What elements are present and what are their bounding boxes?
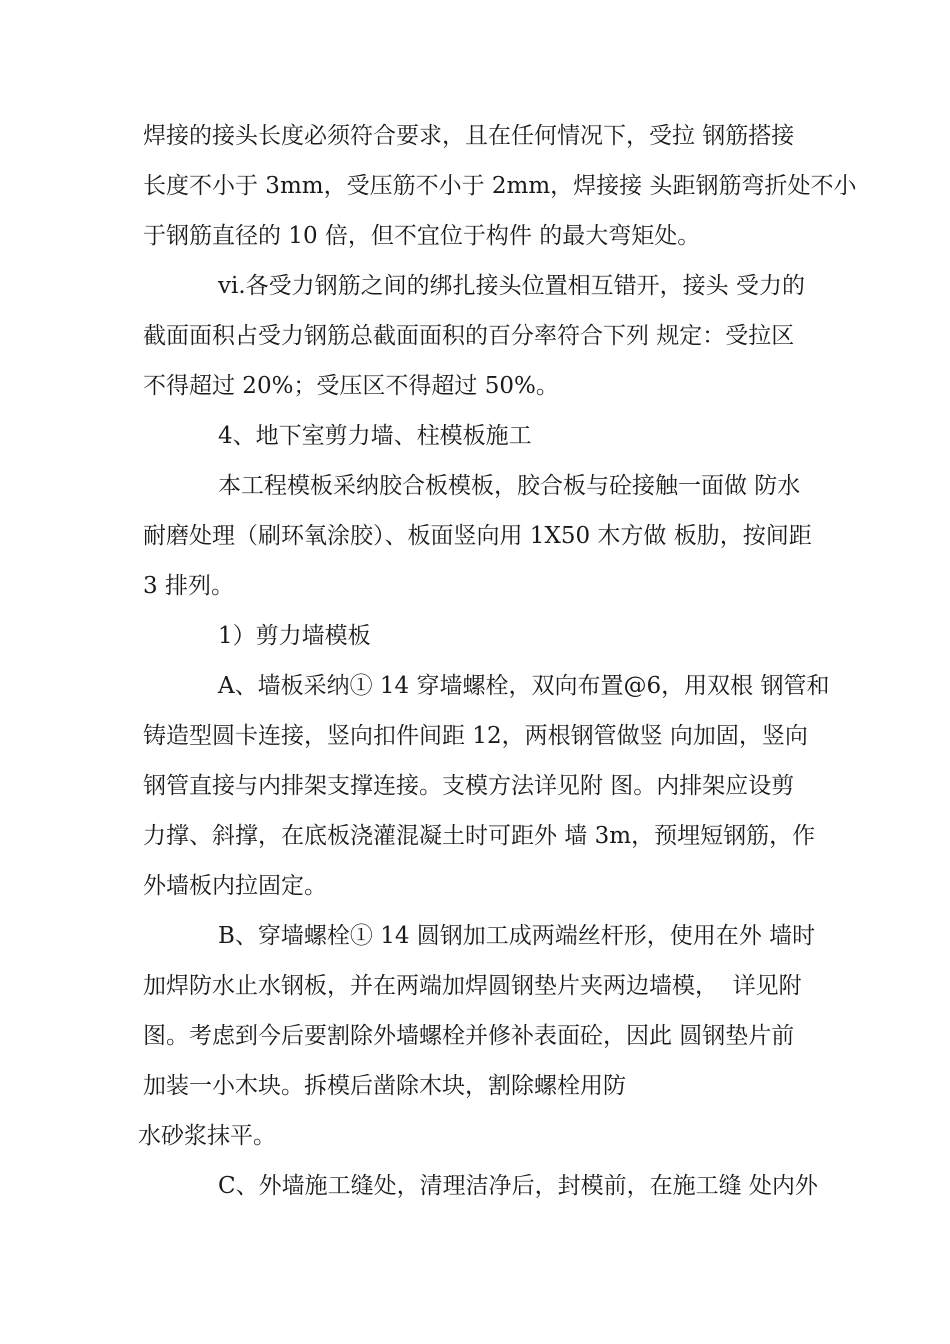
text-line: 耐磨处理（刷环氧涂胶）、板面竖向用 1X50 木方做 板肋，按间距 (143, 523, 812, 549)
paragraph-first-line: B、穿墙螺栓① 14 圆钢加工成两端丝杆形，使用在外 墙时 (218, 923, 816, 949)
text-line: 不得超过 20%；受压区不得超过 50%。 (143, 373, 559, 399)
text-line: 加焊防水止水钢板，并在两端加焊圆钢垫片夹两边墙模， 详见附 (143, 973, 802, 999)
section-heading: 4、地下室剪力墙、柱模板施工 (218, 423, 532, 449)
text-line: 焊接的接头长度必须符合要求，且在任何情况下，受拉 钢筋搭接 (143, 123, 795, 149)
text-line: 钢管直接与内排架支撑连接。支模方法详见附 图。内排架应设剪 (143, 773, 795, 799)
text-line: 图。考虑到今后要割除外墙螺栓并修补表面砼，因此 圆钢垫片前 (143, 1023, 795, 1049)
text-line: 力撑、斜撑，在底板浇灌混凝土时可距外 墙 3m，预埋短钢筋，作 (143, 823, 816, 849)
text-line: 长度不小于 3mm，受压筋不小于 2mm，焊接接 头距钢筋弯折处不小 (143, 173, 857, 199)
text-line: 截面面积占受力钢筋总截面面积的百分率符合下列 规定：受拉区 (143, 323, 795, 349)
paragraph-first-line: 本工程模板采纳胶合板模板，胶合板与砼接触一面做 防水 (218, 473, 801, 499)
paragraph-first-line: A、墙板采纳① 14 穿墙螺栓，双向布置@6，用双根 钢管和 (218, 673, 830, 699)
text-line: 于钢筋直径的 10 倍，但不宜位于构件 的最大弯矩处。 (143, 223, 701, 249)
text-line: 外墙板内拉固定。 (143, 873, 327, 899)
text-line: 加装一小木块。拆模后凿除木块，割除螺栓用防 (143, 1073, 626, 1099)
text-line: 水砂浆抹平。 (138, 1123, 276, 1149)
subsection-heading: 1）剪力墙模板 (218, 623, 371, 649)
text-line: 铸造型圆卡连接，竖向扣件间距 12，两根钢管做竖 向加固，竖向 (143, 723, 808, 749)
paragraph-first-line: vi.各受力钢筋之间的绑扎接头位置相互错开，接头 受力的 (218, 273, 805, 299)
text-line: 3 排列。 (143, 573, 234, 599)
paragraph-first-line: C、外墙施工缝处，清理洁净后，封模前，在施工缝 处内外 (218, 1173, 818, 1199)
